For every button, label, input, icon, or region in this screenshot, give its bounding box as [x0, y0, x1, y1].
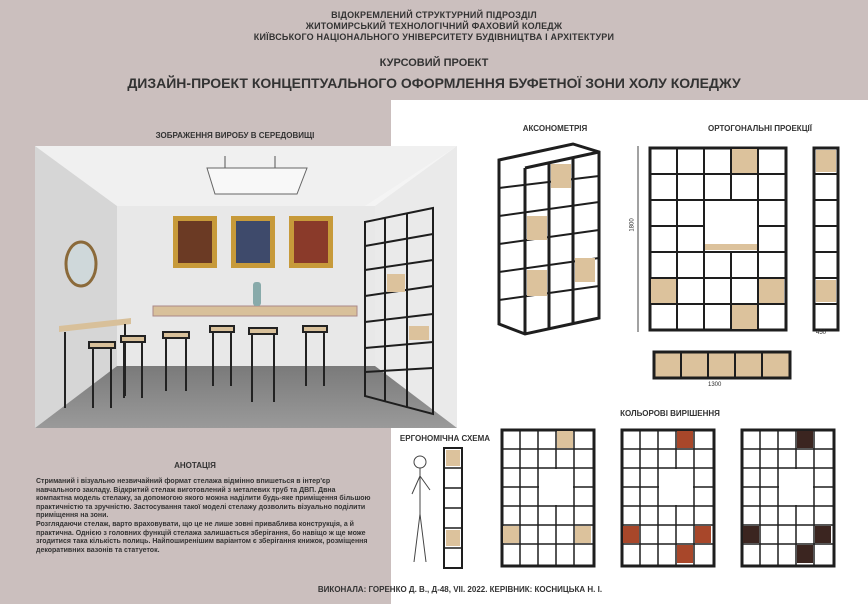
ergonomic-label: ЕРГОНОМІЧНА СХЕМА: [399, 434, 491, 443]
front-projection: [648, 146, 788, 332]
annotation-line: практичністю та зручністю. Застосування такої моделі стелажу дозволить візуально поділити: [36, 503, 366, 511]
annotation-line: компактна модель стелажу, за допомогою якого можна наділити будь-яке приміщення більшою: [36, 495, 371, 503]
width-value: 1300: [708, 382, 722, 388]
footer-credits: ВИКОНАЛА: ГОРЕНКО Д. В., Д-48, VII. 2022. КЕРІВНИК: КОСНИЦЬКА Н. І.: [317, 585, 603, 594]
institution-line-3: КИЇВСЬКОГО НАЦІОНАЛЬНОГО УНІВЕРСИТЕТУ БУДІВНИЦТВА І АРХІТЕКТУРИ: [253, 32, 615, 42]
axonometry-drawing: [493, 140, 605, 336]
depth-value: 450: [816, 330, 827, 336]
annotation-label: АНОТАЦІЯ: [174, 461, 216, 470]
annotation-line: приміщення на зони.: [36, 512, 109, 520]
annotation-line: Стриманий і візуально незвичайний формат стелажа відмінно впишеться в інтер'єр: [36, 478, 331, 485]
annotation-line: практична. Однією з головних функцій стелажа залишається зберігання, бо навіщо ж ще може: [36, 529, 366, 537]
side-projection: [812, 146, 840, 332]
annotation-text: [36, 478, 376, 555]
height-dimension: [629, 146, 644, 332]
environment-label: ЗОБРАЖЕННЯ ВИРОБУ В СЕРЕДОВИЩІ: [155, 131, 315, 140]
top-projection: [652, 350, 792, 380]
environment-render: [35, 146, 457, 428]
annotation-line: декоративних вазонів та статуеток.: [36, 546, 160, 554]
institution-line-1: ВІДОКРЕМЛЕНИЙ СТРУКТУРНИЙ ПІДРОЗДІЛ: [331, 10, 537, 20]
color-variant-light: [500, 428, 596, 568]
color-variant-red: [620, 428, 716, 568]
height-value: 1800: [629, 218, 636, 232]
course-label: КУРСОВИЙ ПРОЕКТ: [379, 57, 489, 69]
annotation-line: згодитися така кількість полиць. Найпоширенішим варіантом є зберігання книжок, розміщення: [36, 538, 368, 546]
ergonomic-scheme: [404, 444, 468, 572]
orthogonal-label: ОРТОГОНАЛЬНІ ПРОЕКЦІЇ: [708, 124, 812, 133]
color-variant-dark: [740, 428, 836, 568]
annotation-line: навчального закладу. Відкритий стелаж виготовлений з металевих труб та ДВП. Двна: [36, 486, 336, 494]
project-title: ДИЗАЙН-ПРОЕКТ КОНЦЕПТУАЛЬНОГО ОФОРМЛЕННЯ БУФЕТНОЇ ЗОНИ ХОЛУ КОЛЕДЖУ: [127, 75, 741, 91]
axonometry-label: АКСОНОМЕТРІЯ: [522, 124, 588, 133]
institution-line-2: ЖИТОМИРСЬКИЙ ТЕХНОЛОГІЧНИЙ ФАХОВИЙ КОЛЕДЖ: [305, 21, 563, 31]
annotation-line: Розглядаючи стелаж, варто враховувати, що це не лише зовні приваблива конструкція, а й: [36, 520, 354, 528]
color-solutions-label: КОЛЬОРОВІ ВИРІШЕННЯ: [620, 409, 720, 418]
